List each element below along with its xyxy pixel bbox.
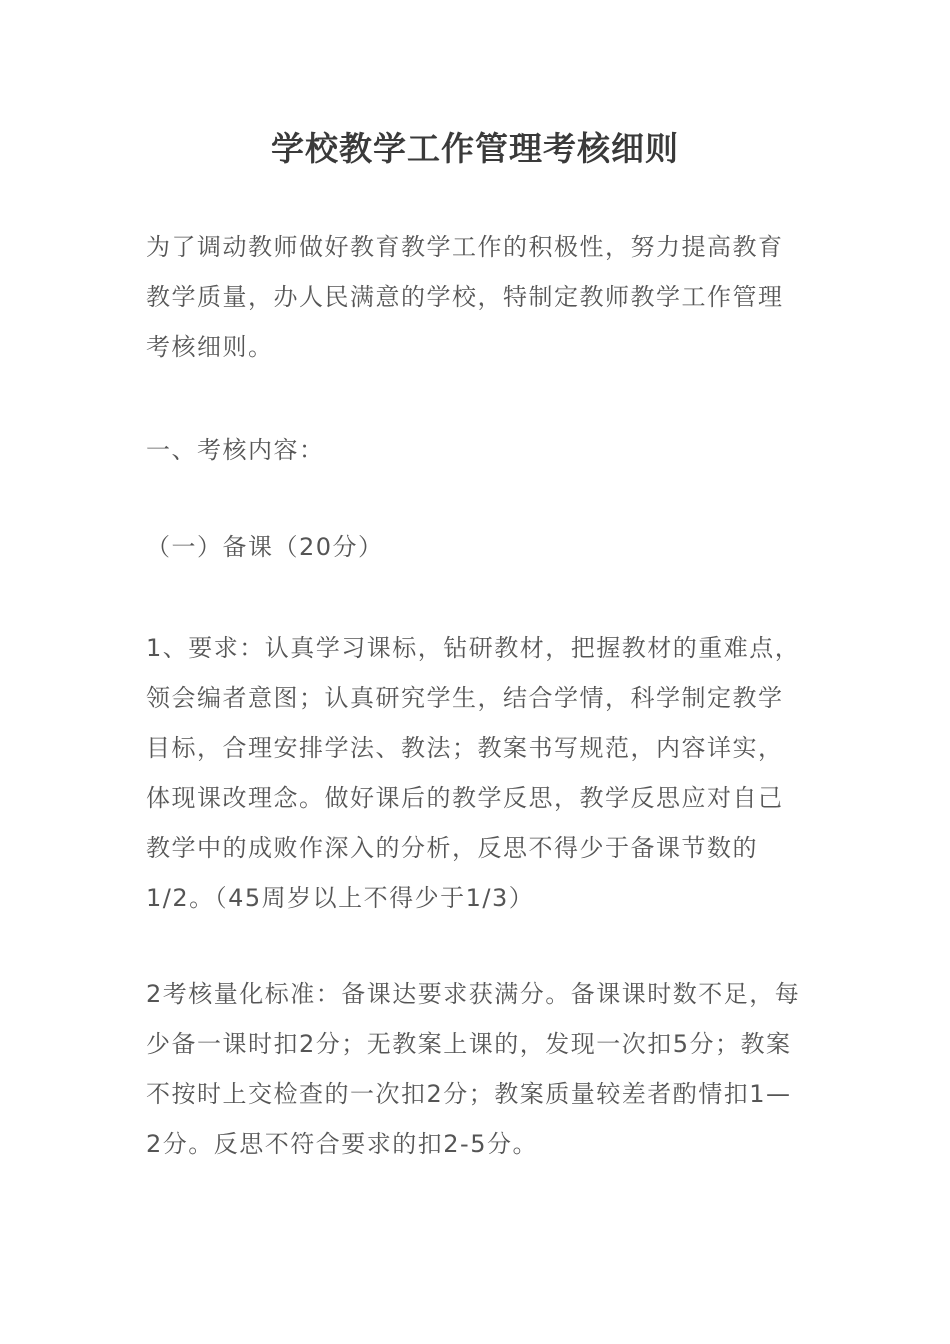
requirement-paragraph: 1、要求：认真学习课标，钻研教材，把握教材的重难点， 领会编者意图；认真研究学生，结合学情，科学制定教学 目标，合理安排学法、教法；教案书写规范，内容详实， 体现课改理念。做好课后的教学反思，教学反思应对自己 教学中的成败作深入的分析，反思不得少于备课节数的 1/2。（45周岁以上不得少于1/3）	[146, 634, 801, 912]
scoring-standard-paragraph: 2考核量化标准：备课达要求获满分。备课课时数不足，每 少备一课时扣2分；无教案上课的，发现一次扣5分；教案 不按时上交检查的一次扣2分；教案质量较差者酌情扣1— 2分。反思不符合要求的扣2-5分。	[146, 980, 801, 1158]
document-title: 学校教学工作管理考核细则	[271, 129, 679, 168]
section-heading-assessment-content: 一、考核内容：	[146, 436, 325, 464]
subsection-heading-lesson-prep: （一）备课（20分）	[146, 533, 384, 561]
intro-paragraph: 为了调动教师做好教育教学工作的积极性，努力提高教育 教学质量，办人民满意的学校，特制定教师教学工作管理 考核细则。	[146, 233, 784, 361]
